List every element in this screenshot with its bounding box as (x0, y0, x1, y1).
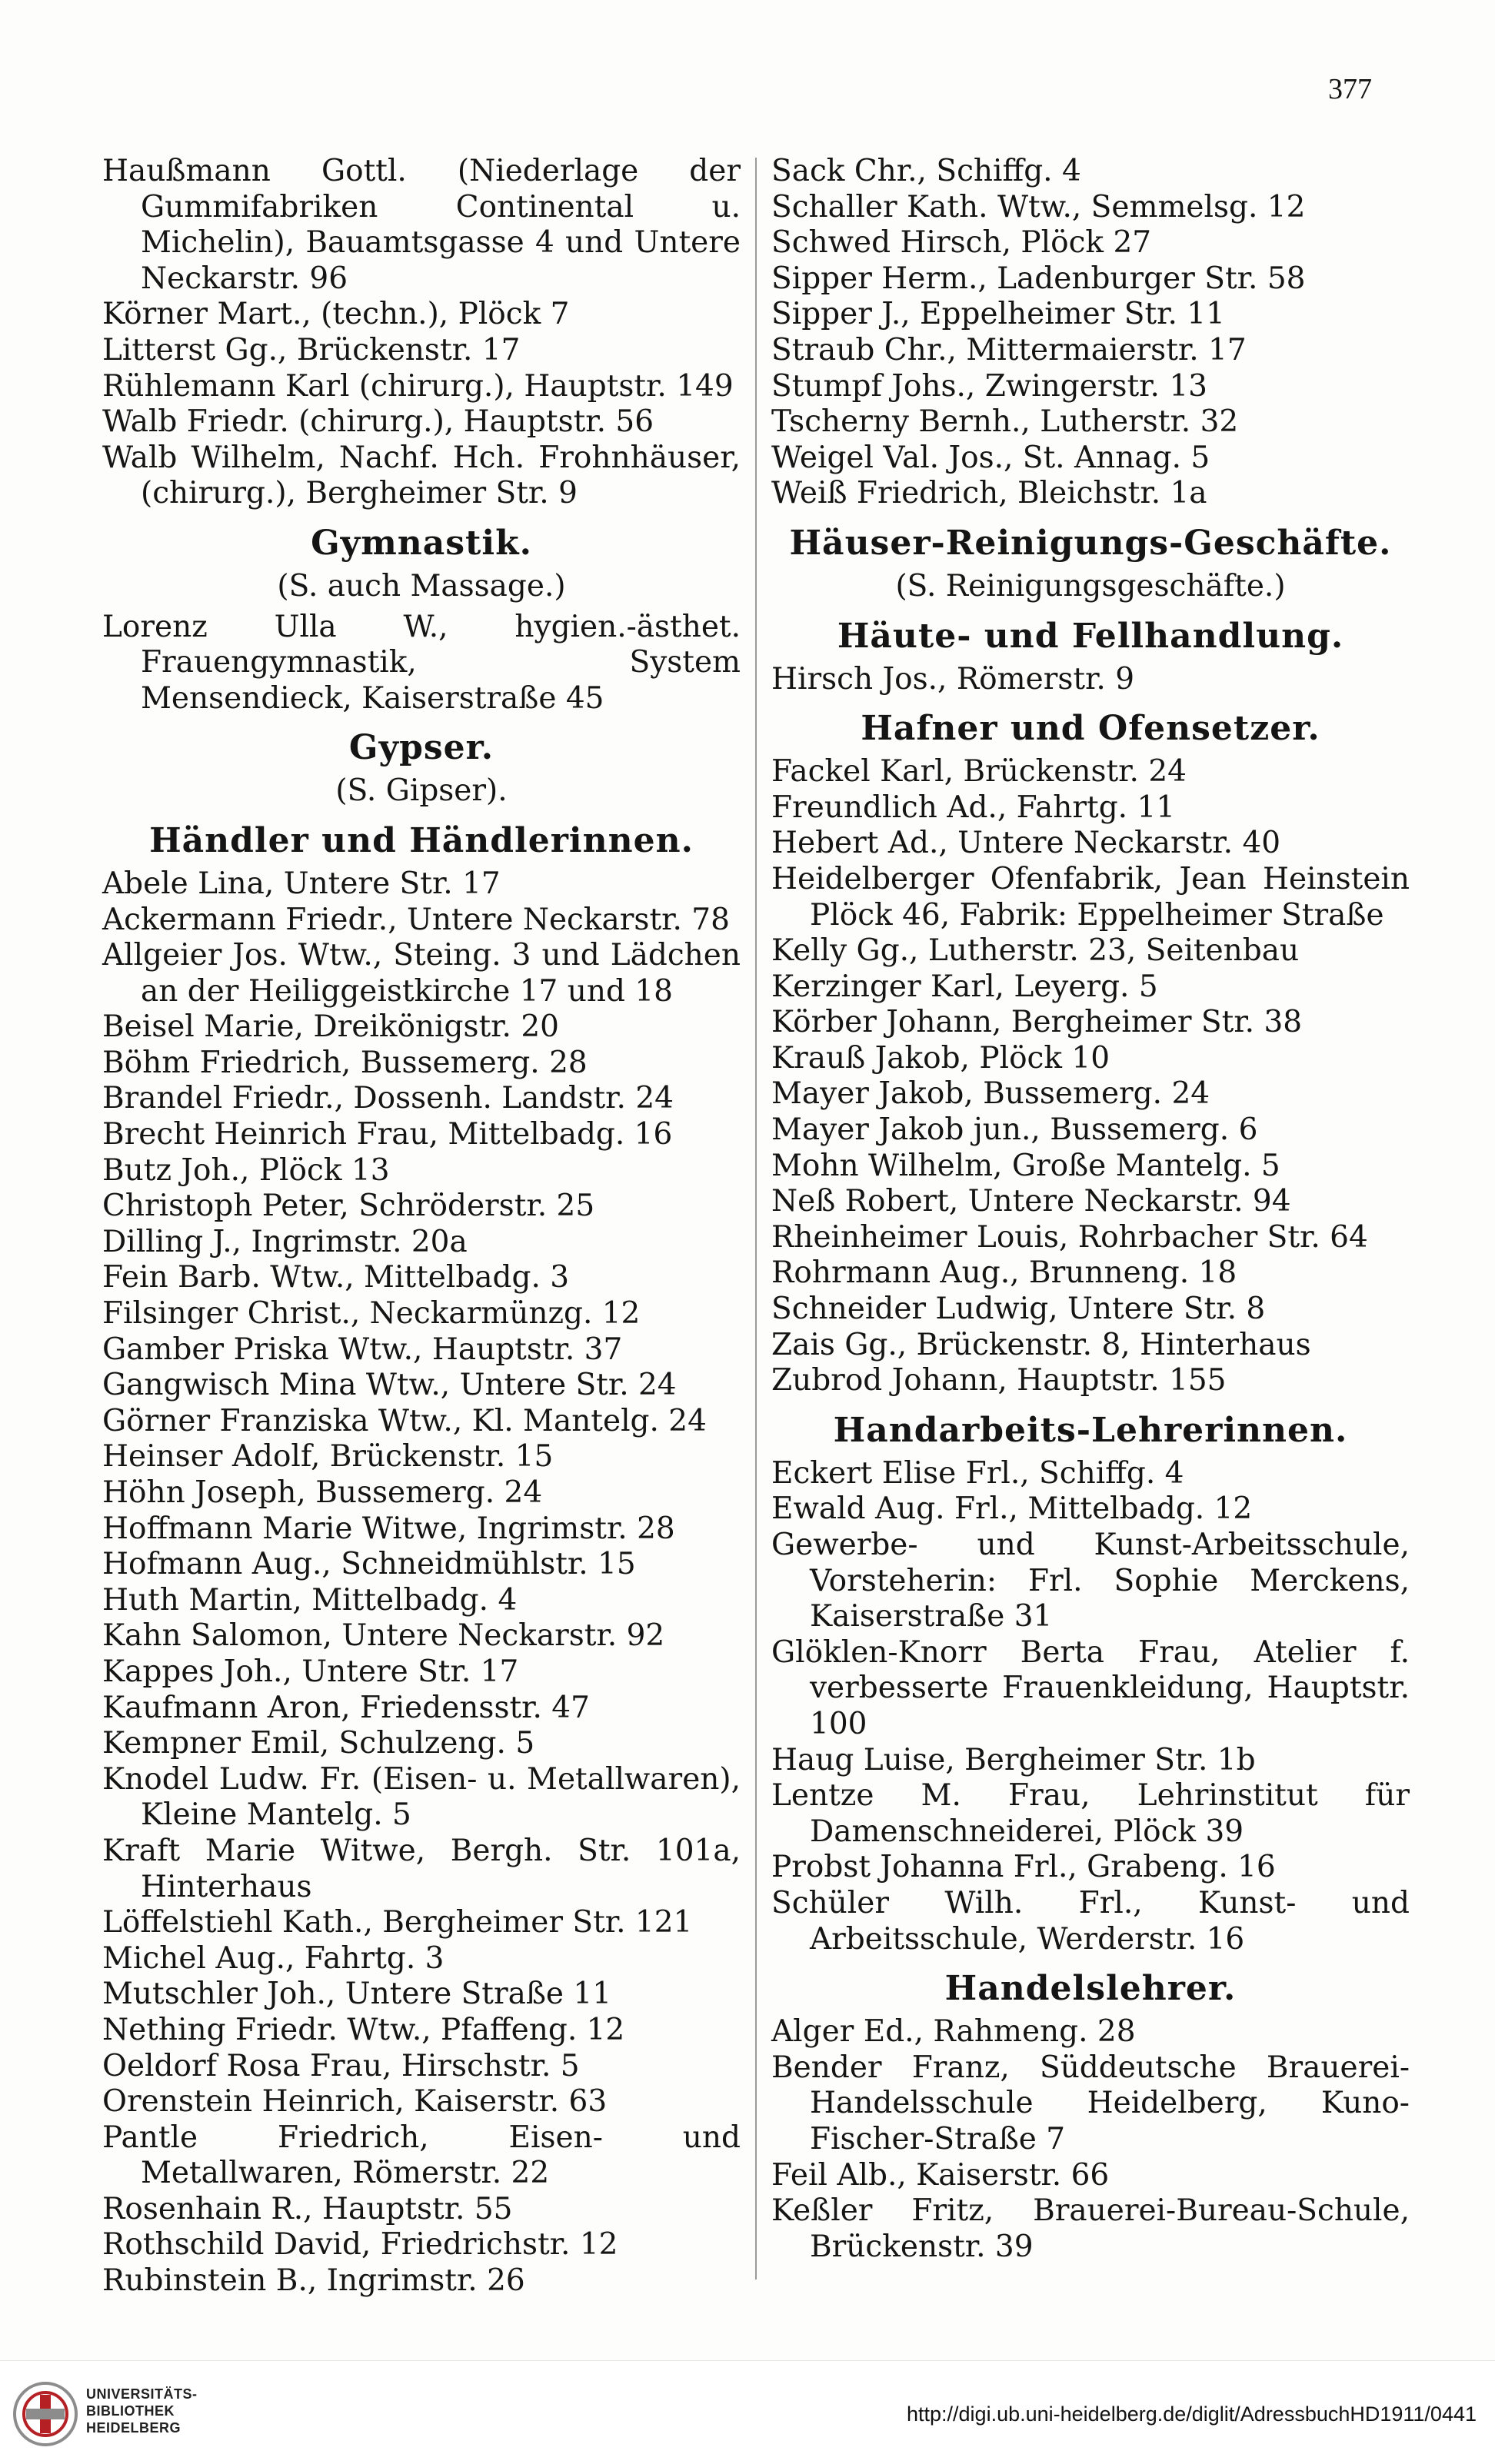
directory-entry: Gamber Priska Wtw., Hauptstr. 37 (102, 1332, 623, 1367)
directory-entry: Rosenhain R., Hauptstr. 55 (102, 2191, 513, 2226)
directory-entry: Kempner Emil, Schulzeng. 5 (102, 1726, 535, 1761)
directory-entry: Hebert Ad., Untere Neckarstr. 40 (771, 826, 1281, 861)
directory-entry: Feil Alb., Kaiserstr. 66 (771, 2157, 1110, 2193)
directory-entry: Lorenz Ulla W., hygien.-ästhet. Frauengymnastik, System Mensendieck, Kaiserstraße 45 (102, 609, 741, 716)
directory-entry: Heinser Adolf, Brückenstr. 15 (102, 1439, 554, 1475)
section-note: (S. auch Massage.) (277, 568, 566, 604)
directory-entry: Litterst Gg., Brückenstr. 17 (102, 332, 521, 367)
directory-entry: Straub Chr., Mittermaierstr. 17 (771, 332, 1247, 367)
directory-entry: Rühlemann Karl (chirurg.), Hauptstr. 149 (102, 368, 734, 404)
directory-entry: Kaufmann Aron, Friedensstr. 47 (102, 1690, 590, 1725)
directory-entry: Lentze M. Frau, Lehrinstitut für Damenschneiderei, Plöck 39 (771, 1778, 1410, 1849)
directory-entry: Oeldorf Rosa Frau, Hirschstr. 5 (102, 2048, 580, 2083)
directory-entry: Gangwisch Mina Wtw., Untere Str. 24 (102, 1368, 677, 1403)
directory-entry: Freundlich Ad., Fahrtg. 11 (771, 790, 1176, 825)
directory-entry: Dilling J., Ingrimstr. 20a (102, 1224, 468, 1259)
logo-line: HEIDELBERG (86, 2420, 181, 2436)
directory-entry: Kappes Joh., Untere Str. 17 (102, 1654, 519, 1689)
directory-entry: Brecht Heinrich Frau, Mittelbadg. 16 (102, 1117, 673, 1152)
directory-entry: Schaller Kath. Wtw., Semmelsg. 12 (771, 189, 1306, 224)
column-divider (755, 158, 757, 2279)
directory-entry: Nething Friedr. Wtw., Pfaffeng. 12 (102, 2012, 625, 2047)
directory-entry: Löffelstiehl Kath., Bergheimer Str. 121 (102, 1905, 693, 1940)
directory-entry: Hirsch Jos., Römerstr. 9 (771, 661, 1135, 697)
directory-entry: Schüler Wilh. Frl., Kunst- und Arbeitsschule, Werderstr. 16 (771, 1885, 1410, 1957)
directory-entry: Schneider Ludwig, Untere Str. 8 (771, 1292, 1266, 1327)
directory-entry: Huth Martin, Mittelbadg. 4 (102, 1582, 518, 1618)
directory-entry: Krauß Jakob, Plöck 10 (771, 1040, 1110, 1076)
directory-entry: Mutschler Joh., Untere Straße 11 (102, 1977, 612, 2012)
directory-entry: Mayer Jakob, Bussemerg. 24 (771, 1076, 1210, 1112)
left-column (102, 154, 741, 2299)
directory-entry: Sipper J., Eppelheimer Str. 11 (771, 297, 1225, 332)
directory-entry: Christoph Peter, Schröderstr. 25 (102, 1189, 595, 1224)
directory-entry: Alger Ed., Rahmeng. 28 (771, 2014, 1136, 2050)
directory-entry: Weiß Friedrich, Bleichstr. 1a (771, 476, 1207, 511)
directory-entry: Schwed Hirsch, Plöck 27 (771, 225, 1152, 261)
directory-entry: Kraft Marie Witwe, Bergh. Str. 101a, Hinterhaus (102, 1833, 741, 1904)
section-heading: Gymnastik. (311, 523, 532, 563)
directory-entry: Zubrod Johann, Hauptstr. 155 (771, 1363, 1227, 1398)
section-heading: Händler und Händlerinnen. (149, 820, 694, 860)
directory-entry: Knodel Ludw. Fr. (Eisen- u. Metallwaren), Kleine Mantelg. 5 (102, 1761, 741, 1833)
directory-entry: Hofmann Aug., Schneidmühlstr. 15 (102, 1547, 636, 1582)
directory-entry: Sipper Herm., Ladenburger Str. 58 (771, 261, 1306, 296)
directory-entry: Heidelberger Ofenfabrik, Jean Heinstein Plöck 46, Fabrik: Eppelheimer Straße (771, 861, 1410, 933)
directory-entry: Walb Wilhelm, Nachf. Hch. Frohnhäuser, (chirurg.), Bergheimer Str. 9 (102, 440, 741, 511)
directory-entry: Ewald Aug. Frl., Mittelbadg. 12 (771, 1491, 1253, 1527)
directory-entry: Kerzinger Karl, Leyerg. 5 (771, 969, 1158, 1004)
directory-entry: Höhn Joseph, Bussemerg. 24 (102, 1475, 543, 1510)
directory-entry: Mayer Jakob jun., Bussemerg. 6 (771, 1112, 1258, 1148)
right-column (771, 154, 1410, 2265)
directory-entry: Keßler Fritz, Brauerei-Bureau-Schule, Brückenstr. 39 (771, 2193, 1410, 2264)
section-heading: Gypser. (348, 728, 494, 768)
logo-line: UNIVERSITÄTS- (86, 2386, 198, 2402)
directory-entry: Kelly Gg., Lutherstr. 23, Seitenbau (771, 933, 1300, 969)
directory-entry: Bender Franz, Süddeutsche Brauerei-Handelsschule Heidelberg, Kuno-Fischer-Straße 7 (771, 2050, 1410, 2156)
directory-entry: Brandel Friedr., Dossenh. Landstr. 24 (102, 1081, 674, 1116)
directory-entry: Pantle Friedrich, Eisen- und Metallwaren, Römerstr. 22 (102, 2120, 741, 2191)
directory-entry: Fein Barb. Wtw., Mittelbadg. 3 (102, 1260, 570, 1295)
directory-entry: Sack Chr., Schiffg. 4 (771, 154, 1081, 188)
source-url[interactable]: http://digi.ub.uni-heidelberg.de/diglit/AdressbuchHD1911/0441 (907, 2402, 1477, 2426)
directory-entry: Orenstein Heinrich, Kaiserstr. 63 (102, 2084, 608, 2120)
directory-entry: Butz Joh., Plöck 13 (102, 1152, 390, 1188)
directory-entry: Kahn Salomon, Untere Neckarstr. 92 (102, 1618, 665, 1654)
directory-entry: Rothschild David, Friedrichstr. 12 (102, 2227, 618, 2263)
directory-entry: Abele Lina, Untere Str. 17 (102, 866, 501, 901)
directory-entry: Weigel Val. Jos., St. Annag. 5 (771, 440, 1210, 475)
directory-entry: Beisel Marie, Dreikönigstr. 20 (102, 1009, 559, 1045)
directory-entry: Ackermann Friedr., Untere Neckarstr. 78 (102, 902, 730, 937)
section-heading: Handarbeits-Lehrerinnen. (833, 1410, 1348, 1450)
directory-entry: Fackel Karl, Brückenstr. 24 (771, 754, 1187, 790)
directory-entry: Körner Mart., (techn.), Plöck 7 (102, 297, 570, 332)
directory-entry: Böhm Friedrich, Bussemerg. 28 (102, 1045, 588, 1080)
directory-entry: Körber Johann, Bergheimer Str. 38 (771, 1005, 1303, 1040)
directory-entry: Rubinstein B., Ingrimstr. 26 (102, 2263, 525, 2299)
university-seal-icon (11, 2379, 80, 2449)
section-note: (S. Reinigungsgeschäfte.) (895, 568, 1286, 604)
directory-entry: Filsinger Christ., Neckarmünzg. 12 (102, 1296, 641, 1332)
directory-entry: Rohrmann Aug., Brunneng. 18 (771, 1255, 1237, 1291)
directory-entry: Probst Johanna Frl., Grabeng. 16 (771, 1850, 1276, 1885)
directory-entry: Zais Gg., Brückenstr. 8, Hinterhaus (771, 1327, 1311, 1362)
directory-entry: Hoffmann Marie Witwe, Ingrimstr. 28 (102, 1511, 675, 1546)
directory-entry: Rheinheimer Louis, Rohrbacher Str. 64 (771, 1219, 1368, 1255)
section-heading: Handelslehrer. (944, 1969, 1237, 2009)
directory-entry: Allgeier Jos. Wtw., Steing. 3 und Lädchen an der Heiliggeistkirche 17 und 18 (102, 938, 741, 1009)
directory-entry: Michel Aug., Fahrtg. 3 (102, 1940, 445, 1976)
directory-entry: Haußmann Gottl. (Niederlage der Gummifabriken Continental u. Michelin), Bauamtsgasse 4 und Untere Neckarstr. 96 (102, 154, 741, 296)
directory-entry: Walb Friedr. (chirurg.), Hauptstr. 56 (102, 404, 654, 440)
directory-entry: Stumpf Johs., Zwingerstr. 13 (771, 368, 1207, 404)
section-heading: Hafner und Ofensetzer. (861, 709, 1320, 749)
section-heading: Häute- und Fellhandlung. (837, 616, 1344, 656)
page-number: 377 (1328, 73, 1372, 105)
logo-line: BIBLIOTHEK (86, 2403, 175, 2419)
directory-entry: Neß Robert, Untere Neckarstr. 94 (771, 1184, 1291, 1219)
directory-entry: Haug Luise, Bergheimer Str. 1b (771, 1742, 1256, 1777)
directory-entry: Gewerbe- und Kunst-Arbeitsschule, Vorsteherin: Frl. Sophie Merckens, Kaiserstraße 31 (771, 1528, 1410, 1634)
directory-entry: Eckert Elise Frl., Schiffg. 4 (771, 1455, 1184, 1491)
section-note: (S. Gipser). (335, 773, 508, 809)
directory-entry: Glöklen-Knorr Berta Frau, Atelier f. verbesserte Frauenkleidung, Hauptstr. 100 (771, 1634, 1410, 1741)
directory-entry: Tscherny Bernh., Lutherstr. 32 (771, 404, 1239, 440)
directory-entry: Mohn Wilhelm, Große Mantelg. 5 (771, 1148, 1280, 1183)
library-logo-text (86, 2386, 198, 2436)
section-heading: Häuser-Reinigungs-Geschäfte. (789, 523, 1392, 563)
directory-entry: Görner Franziska Wtw., Kl. Mantelg. 24 (102, 1403, 707, 1438)
footer-bar (0, 2360, 1495, 2464)
